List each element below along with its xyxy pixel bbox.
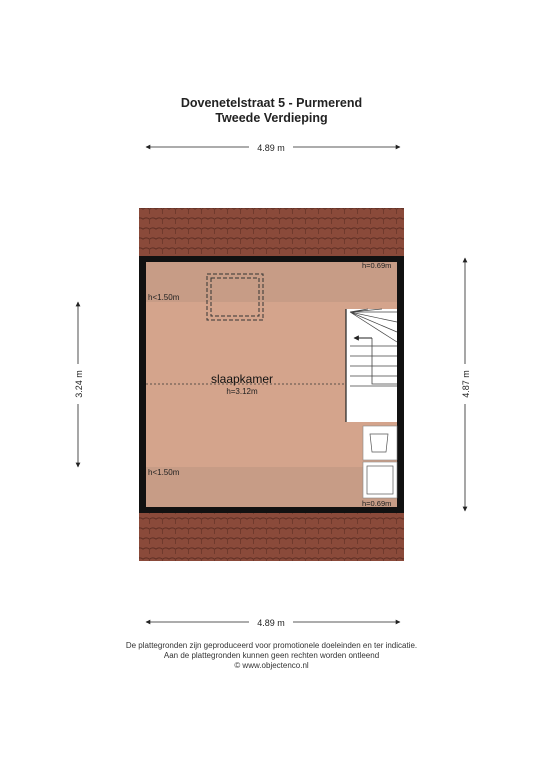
cabinet <box>363 462 397 498</box>
dimension-right-label: 4.87 m <box>461 370 471 398</box>
low-ceiling-zone-bottom <box>146 467 397 507</box>
staircase <box>346 309 397 422</box>
disclaimer-line-2: Aan de plattegronden kunnen geen rechten worden ontleend <box>163 651 380 660</box>
dimension-left-label: 3.24 m <box>74 370 84 398</box>
dimension-bottom-label: 4.89 m <box>257 618 285 628</box>
dimension-right-height <box>458 258 472 511</box>
storage-closet <box>363 426 397 460</box>
height-label-slope-bottom: h<1.50m <box>148 468 180 477</box>
height-label-slope-top: h<1.50m <box>148 293 180 302</box>
roof-tiles-top <box>139 208 404 256</box>
height-label-eave-top: h=0.69m <box>362 261 392 270</box>
room-height-label: h=3.12m <box>226 387 258 396</box>
disclaimer-line-1: De plattegronden zijn geproduceerd voor promotionele doeleinden en ter indicatie. <box>125 641 418 650</box>
dimension-bottom-width <box>146 615 400 629</box>
copyright-link[interactable]: © www.objectenco.nl <box>234 661 309 670</box>
dimension-top-label: 4.89 m <box>257 143 285 153</box>
roof-tiles-bottom <box>139 513 404 561</box>
room-name-label: slaapkamer <box>210 372 274 386</box>
room-slaapkamer <box>139 256 404 513</box>
height-label-eave-bottom: h=0.69m <box>362 499 392 508</box>
low-ceiling-zone-top <box>146 262 397 302</box>
plan-title-address: Dovenetelstraat 5 - Purmerend <box>180 96 363 110</box>
dimension-left-height <box>71 302 85 467</box>
dimension-top-width <box>146 140 400 154</box>
plan-title-floor: Tweede Verdieping <box>215 111 328 125</box>
